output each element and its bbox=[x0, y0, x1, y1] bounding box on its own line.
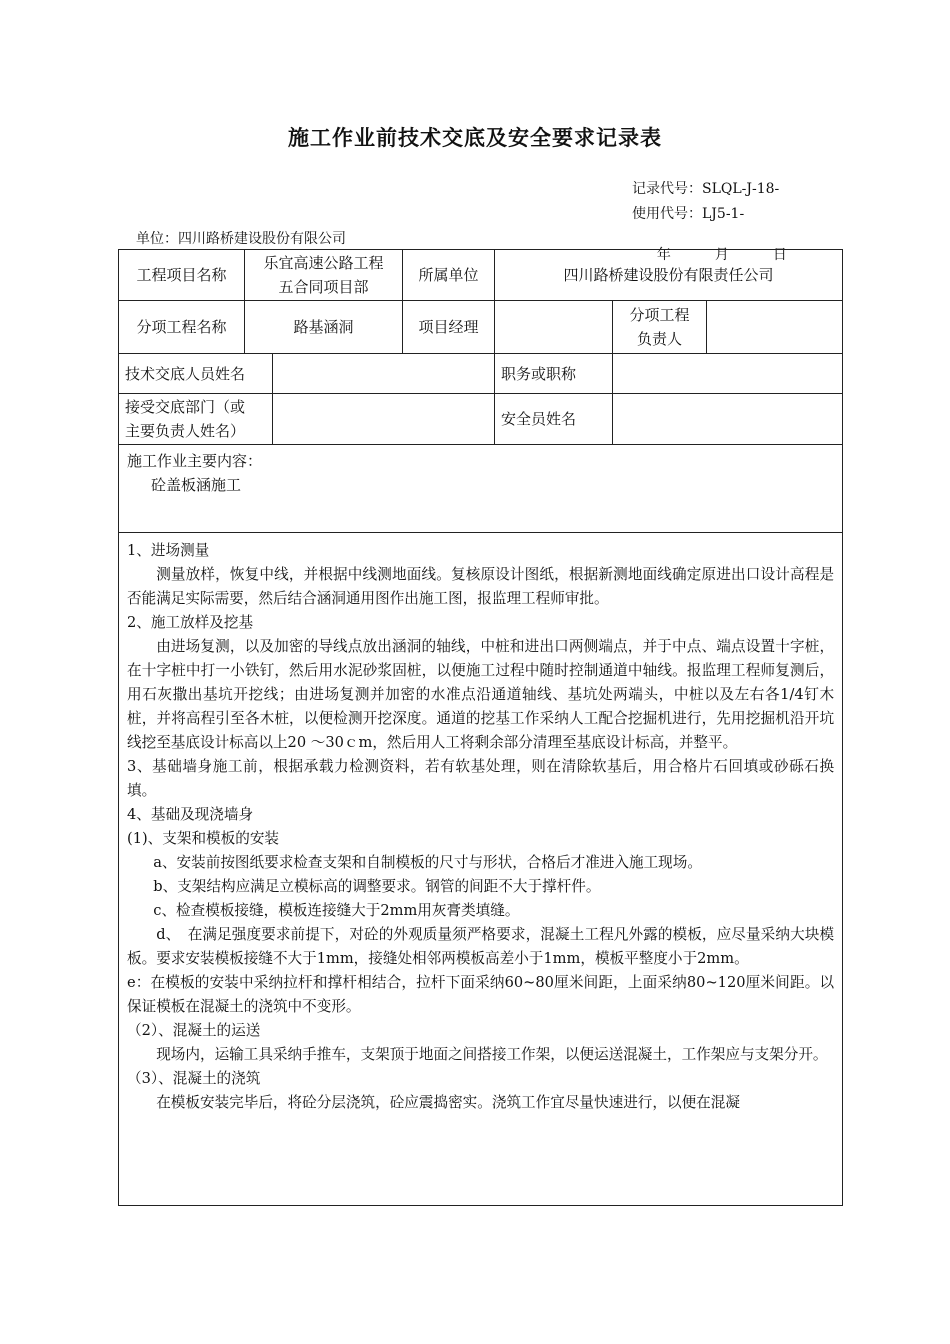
date-month: 月 bbox=[714, 247, 729, 263]
list-item: e：在模板的安装中采纳拉杆和撑杆相结合，拉杆下面采纳60~80厘米间距，上面采纳80~120厘米间距。以保证模板在混凝土的浇筑中不变形。 bbox=[127, 974, 835, 1015]
project-name-line1: 乐宜高速公路工程 bbox=[263, 254, 384, 272]
project-name-value bbox=[245, 250, 403, 301]
record-code: 记录代号：SLQL-J-18- bbox=[632, 181, 780, 197]
paragraph: 由进场复测，以及加密的导线点放出涵洞的轴线，中桩和进出口两侧端点，并于中点、端点设置十字桩，在十字桩中打一小铁钉，然后用水泥砂浆固桩，以便施工过程中随时控制通道中轴线。报监理工程师复测后，用石灰撒出基坑开挖线；由进场复测并加密的水准点沿通道轴线、基坑处两端头，中桩以及左右各1/4钉木桩，并将高程引至各木桩，以便检测开挖深度。通道的挖基工作采纳人工配合挖掘机进行，先用挖掘机沿开坑线挖至基底设计标高以上20 ～30ｃm，然后用人工将剩余部分清理至基底设计标高，并整平。 bbox=[127, 638, 835, 751]
section-heading: 1、进场测量 bbox=[127, 542, 210, 559]
sub-lead-label-line1: 分项工程 bbox=[629, 306, 690, 324]
sub-lead-label-line2: 负责人 bbox=[637, 330, 683, 348]
work-content-value: 砼盖板涵施工 bbox=[151, 476, 242, 494]
work-content bbox=[119, 445, 843, 533]
list-item: d、 在满足强度要求前提下，对砼的外观质量须严格要求，混凝土工程凡外露的模板，应尽量采纳大块模板。要求安装模板接缝不大于1mm，接缝处相邻两模板高差小于1mm，模板平整度小于2mm。 bbox=[127, 926, 835, 967]
subproject-value: 路基涵洞 bbox=[245, 301, 403, 354]
paragraph: 3、基础墙身施工前，根据承载力检测资料，若有软基处理，则在清除软基后，用合格片石回填或砂砾石换填。 bbox=[127, 758, 835, 799]
list-item: a、安装前按图纸要求检查支架和自制模板的尺寸与形状，合格后才准进入施工现场。 bbox=[153, 854, 702, 871]
paragraph: 现场内，运输工具采纳手推车，支架顶于地面之间搭接工作架，以便运送混凝土，工作架应与支架分开。 bbox=[156, 1046, 828, 1063]
section-heading: 4、基础及现浇墙身 bbox=[127, 806, 254, 823]
list-item: c、检查模板接缝，模板连接缝大于2mm用灰膏类填缝。 bbox=[153, 902, 520, 919]
subsection-heading: （2）、混凝土的运送 bbox=[127, 1022, 261, 1039]
manager-label: 项目经理 bbox=[403, 301, 495, 354]
safety-label: 安全员姓名 bbox=[495, 394, 613, 445]
receiver-label-line2: 主要负责人姓名） bbox=[125, 422, 246, 440]
date-day: 日 bbox=[772, 247, 787, 263]
paragraph: 测量放样，恢复中线，并根据中线测地面线。复核原设计图纸，根据新测地面线确定原进出口设计高程是否能满足实际需要，然后结合涵洞通用图作出施工图，报监理工程师审批。 bbox=[127, 566, 835, 607]
list-item: b、支架结构应满足立模标高的调整要求。钢管的间距不大于撑杆件。 bbox=[153, 878, 601, 895]
record-form bbox=[118, 249, 843, 1206]
manager-value[interactable] bbox=[495, 301, 613, 354]
project-name-label: 工程项目名称 bbox=[119, 250, 245, 301]
page-title: 施工作业前技术交底及安全要求记录表 bbox=[288, 126, 662, 150]
paragraph: 在模板安装完毕后，将砼分层浇筑，砼应震捣密实。浇筑工作宜尽量快速进行，以便在混凝 bbox=[156, 1094, 740, 1111]
briefing-body bbox=[119, 533, 843, 1206]
unit-name: 单位：四川路桥建设股份有限公司 bbox=[136, 231, 346, 247]
date-year: 年 bbox=[656, 247, 671, 263]
receiver-label bbox=[119, 394, 273, 445]
subsection-heading: （3）、混凝土的浇筑 bbox=[127, 1070, 261, 1087]
receiver-value[interactable] bbox=[273, 394, 495, 445]
affiliation-value: 四川路桥建设股份有限责任公司 bbox=[495, 250, 843, 301]
affiliation-label: 所属单位 bbox=[403, 250, 495, 301]
safety-value[interactable] bbox=[613, 394, 843, 445]
section-heading: 2、施工放样及挖基 bbox=[127, 614, 254, 631]
receiver-label-line1: 接受交底部门（或 bbox=[125, 398, 246, 416]
position-value[interactable] bbox=[613, 354, 843, 394]
position-label: 职务或职称 bbox=[495, 354, 613, 394]
sub-lead-value[interactable] bbox=[707, 301, 843, 354]
use-code: 使用代号：LJ5-1- bbox=[632, 206, 745, 222]
briefer-label: 技术交底人员姓名 bbox=[119, 354, 273, 394]
project-name-line2: 五合同项目部 bbox=[278, 278, 369, 296]
sub-lead-label bbox=[613, 301, 707, 354]
subsection-heading: (1)、支架和模板的安装 bbox=[127, 830, 280, 847]
subproject-label: 分项工程名称 bbox=[119, 301, 245, 354]
briefer-value[interactable] bbox=[273, 354, 495, 394]
work-content-label: 施工作业主要内容： bbox=[127, 452, 263, 470]
